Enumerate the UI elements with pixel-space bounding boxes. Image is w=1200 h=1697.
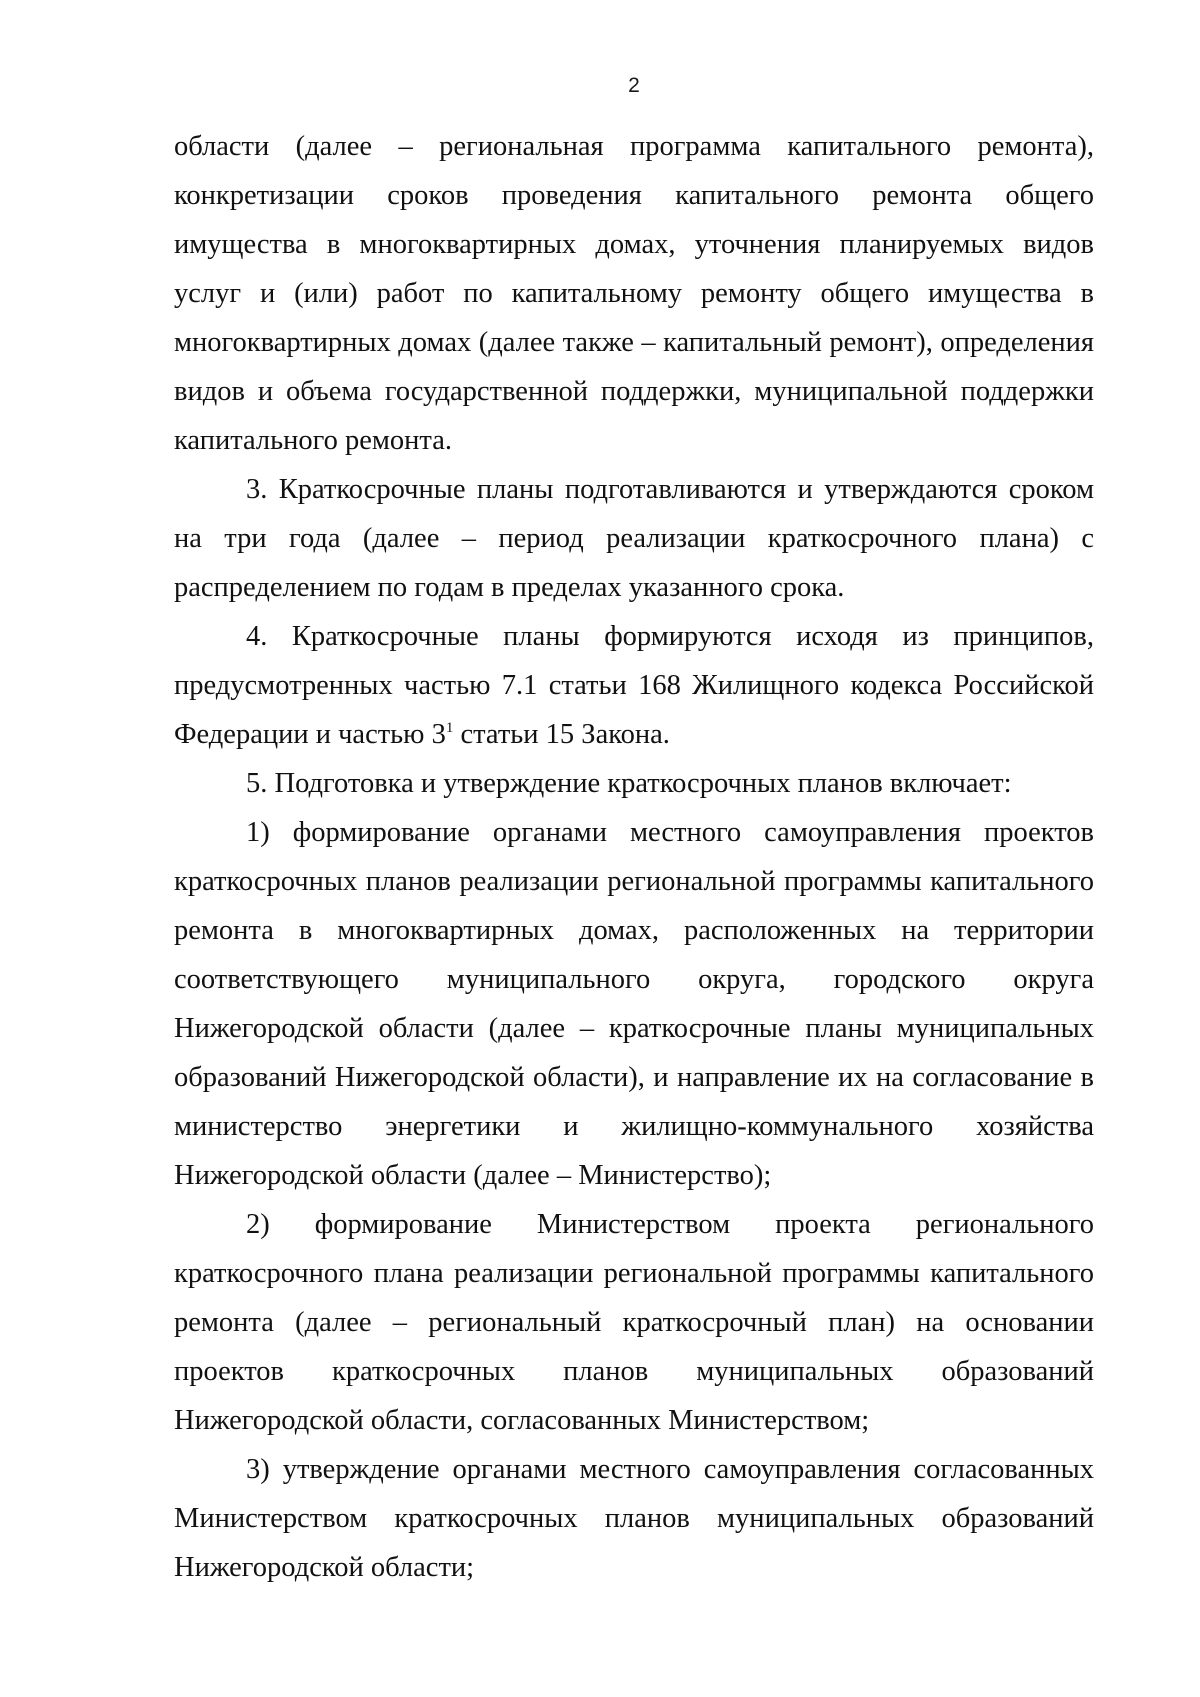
paragraph-item-4-text: 4. Краткосрочные планы формируются исходя из принципов, предусмотренных частью 7.1 статьи 168 Жилищного кодекса Российской Федерации и частью 3: [174, 621, 1094, 750]
page-number: 2: [628, 74, 640, 97]
paragraph-item-3: 3. Краткосрочные планы подготавливаются и утверждаются сроком на три года (далее – период реализации краткосрочного плана) с распределением по годам в пределах указанного срока.: [174, 474, 1094, 603]
paragraph-item-4-tail: статьи 15 Закона.: [453, 719, 670, 750]
subitem-3: 3) утверждение органами местного самоуправления согласованных Министерством краткосрочных планов муниципальных образований Нижегородской области;: [174, 1454, 1094, 1583]
subitem-2: 2) формирование Министерством проекта регионального краткосрочного плана реализации региональной программы капитального ремонта (далее – региональный краткосрочный план) на основании проектов краткосрочных планов муниципальных образований Нижегородской области, согласованных Министерством;: [174, 1209, 1094, 1436]
paragraph-item-4: [174, 612, 1094, 759]
subitem-1: 1) формирование органами местного самоуправления проектов краткосрочных планов реализации региональной программы капитального ремонта в многоквартирных домах, расположенных на территории соответствующего муниципального округа, городского округа Нижегородской области (далее – краткосрочные планы муниципальных образований Нижегородской области), и направление их на согласование в министерство энергетики и жилищно-коммунального хозяйства Нижегородской области (далее – Министерство);: [174, 817, 1094, 1191]
superscript-marker: 1: [445, 720, 454, 736]
document-body: [174, 122, 1094, 1592]
paragraph-item-5: 5. Подготовка и утверждение краткосрочных планов включает:: [246, 768, 1012, 799]
paragraph-continuation: области (далее – региональная программа капитального ремонта), конкретизации сроков проведения капитального ремонта общего имущества в многоквартирных домах, уточнения планируемых видов услуг и (или) работ по капитальному ремонту общего имущества в многоквартирных домах (далее также – капитальный ремонт), определения видов и объема государственной поддержки, муниципальной поддержки капитального ремонта.: [174, 131, 1094, 456]
